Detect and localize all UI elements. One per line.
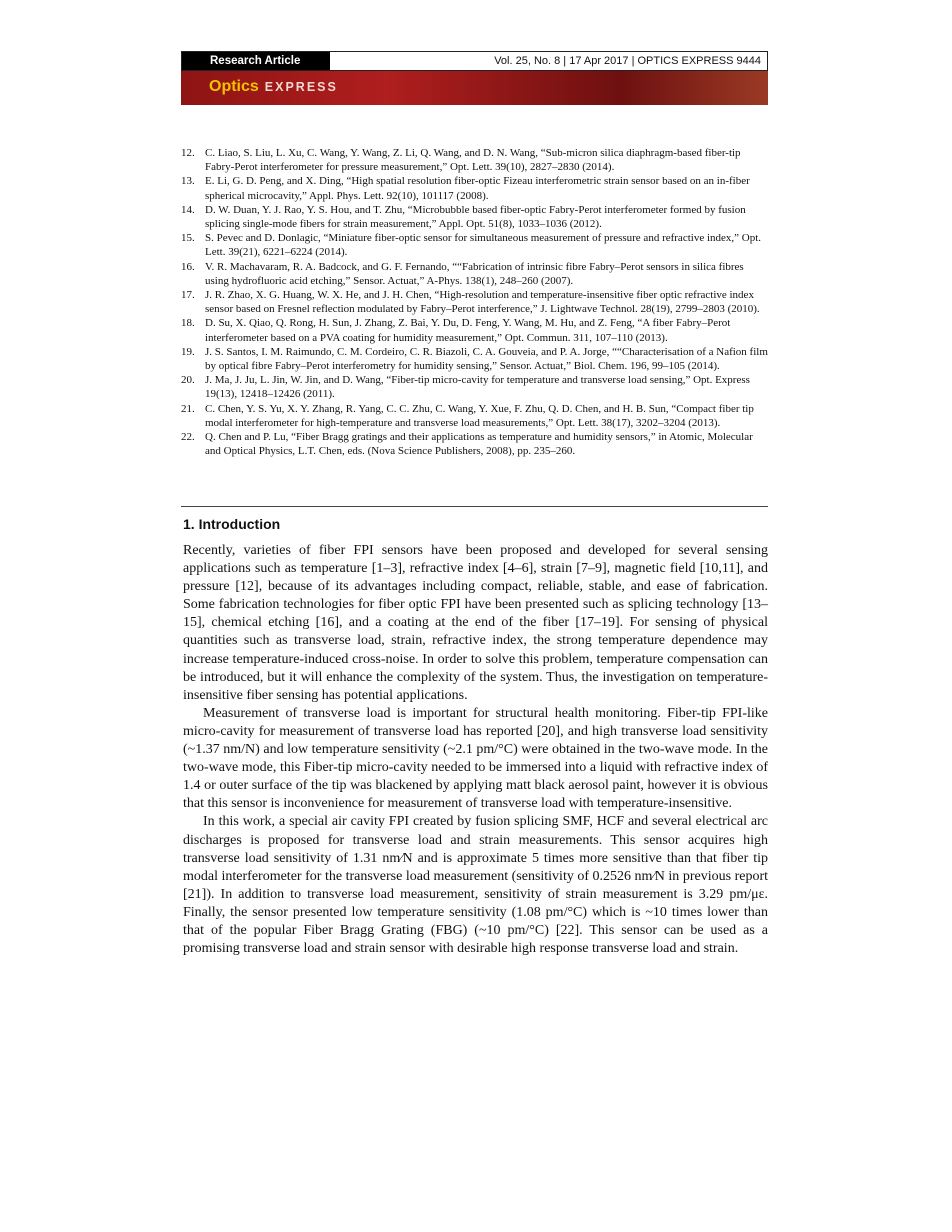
reference-number: 15.	[181, 232, 195, 245]
reference-number: 21.	[181, 402, 195, 415]
reference-item	[181, 146, 768, 174]
body-paragraph: In this work, a special air cavity FPI created by fusion splicing SMF, HCF and several electrical arc discharges is proposed for transverse load and strain measurements. This sensor acquires high transverse load sensitivity of 1.31 nm⁄N and is approximate 5 times more sensitive than that fiber tip modal interferometer for the transverse load measurement (sensitivity of 0.2526 nm⁄N in previous report [21]). In addition to transverse load measurement, sensitivity of strain measurement is 3.29 pm/με. Finally, the sensor presented low temperature sensitivity (1.08 pm/°C) which is ~10 times lower than that of the popular Fiber Bragg Grating (FBG) (~10 pm/°C) [22]. This sensor can be used as a promising transverse load and strain sensor with desirable high response transverse load and strain.	[183, 814, 768, 957]
reference-number: 12.	[181, 147, 195, 159]
journal-logo-sub: EXPRESS	[264, 80, 338, 94]
journal-logo-main: Optics	[209, 78, 259, 95]
reference-item	[181, 174, 768, 202]
journal-logo	[209, 78, 338, 96]
reference-number: 14.	[181, 203, 195, 216]
reference-item	[181, 260, 768, 288]
reference-item	[181, 373, 768, 401]
reference-text: C. Liao, S. Liu, L. Xu, C. Wang, Y. Wang, Z. Li, Q. Wang, and D. N. Wang, “Sub-micron silica diaphragm-based fiber-tip Fabry-Perot interferometer for pressure measurement,” Opt. Lett. 39(10), 2827–2830 (2014).	[205, 147, 741, 174]
reference-text: J. Ma, J. Ju, L. Jin, W. Jin, and D. Wang, “Fiber-tip micro-cavity for temperature and transverse load sensing,” Opt. Express 19(13), 12418–12426 (2011).	[205, 374, 750, 401]
reference-item	[181, 402, 768, 430]
reference-number: 22.	[181, 431, 195, 444]
reference-number: 19.	[181, 345, 195, 358]
reference-item	[181, 288, 768, 316]
section-divider	[181, 506, 768, 507]
reference-item	[181, 316, 768, 344]
section-body	[183, 542, 768, 958]
reference-item	[181, 231, 768, 259]
header-top-bar	[181, 51, 768, 71]
reference-number: 13.	[181, 175, 195, 188]
body-paragraph: Measurement of transverse load is important for structural health monitoring. Fiber-tip FPI-like micro-cavity for measurement of transverse load has reported [20], and high transverse load sensitivity (~1.37 nm/N) and low temperature sensitivity (~2.1 pm/°C) were obtained in the two-wave mode. In the two-wave mode, this Fiber-tip micro-cavity needed to be immersed into a liquid with refractive index of 1.4 or outer surface of the tip was blackened by applying matt black aerosol paint, however it is obvious that this sensor is inconvenience for measurement of transverse load with temperature-insensitive.	[183, 705, 768, 812]
body-paragraph: Recently, varieties of fiber FPI sensors have been proposed and developed for several sensing applications such as temperature [1–3], refractive index [4–6], strain [7–9], magnetic field [10,11], and pressure [12], because of its advantages including compact, reliable, stable, and ease of fabrication. Some fabrication technologies for fiber optic FPI have been presented such as splicing technology [13–15], chemical etching [16], and a coating at the end of the fiber [17–19]. For sensing of physical quantities such as transverse load, strain, refractive index, the strong temperature dependence may increase temperature-induced cross-noise. In order to solve this problem, temperature compensation can be introduced, but it will enhance the complexity of the system. Thus, the investigation on temperature-insensitive fiber sensing has potential applications.	[183, 543, 768, 703]
reference-item	[181, 345, 768, 373]
reference-item	[181, 203, 768, 231]
reference-text: D. Su, X. Qiao, Q. Rong, H. Sun, J. Zhang, Z. Bai, Y. Du, D. Feng, Y. Wang, M. Hu, and Z. Feng, “A fiber Fabry–Perot interferometer based on a PVA coating for humidity measurement,” Opt. Commun. 311, 107–110 (2013).	[205, 317, 731, 344]
reference-text: V. R. Machavaram, R. A. Badcock, and G. F. Fernando, ““Fabrication of intrinsic fibre Fabry–Perot sensors in silica fibres using hydrofluoric acid etching,” Sensor. Actuat,” A-Phys. 138(1), 248–260 (2007).	[205, 260, 744, 287]
article-type-label: Research Article	[182, 52, 330, 70]
reference-text: S. Pevec and D. Donlagic, “Miniature fiber-optic sensor for simultaneous measurement of pressure and refractive index,” Opt. Lett. 39(21), 6221–6224 (2014).	[205, 232, 762, 259]
journal-banner	[181, 71, 768, 105]
reference-list	[181, 146, 768, 458]
volume-info: Vol. 25, No. 8 | 17 Apr 2017 | OPTICS EXPRESS 9444	[494, 55, 761, 67]
reference-item	[181, 430, 768, 458]
reference-text: Q. Chen and P. Lu, “Fiber Bragg gratings and their applications as temperature and humidity sensors,” in Atomic, Molecular and Optical Physics, L.T. Chen, eds. (Nova Science Publishers, 2008), pp. 235–260.	[205, 431, 753, 458]
reference-number: 18.	[181, 317, 195, 330]
reference-number: 20.	[181, 374, 195, 387]
reference-number: 16.	[181, 260, 195, 273]
reference-number: 17.	[181, 289, 195, 302]
reference-text: J. R. Zhao, X. G. Huang, W. X. He, and J. H. Chen, “High-resolution and temperature-insensitive fiber optic refractive index sensor based on Fresnel reflection modulated by Fabry–Perot interference,” J. Lightwave Technol. 28(19), 2799–2803 (2010).	[205, 289, 760, 316]
reference-text: E. Li, G. D. Peng, and X. Ding, “High spatial resolution fiber-optic Fizeau interferometric strain sensor based on an in-fiber spherical microcavity,” Appl. Phys. Lett. 92(10), 101117 (2008).	[205, 175, 750, 202]
journal-header	[181, 51, 768, 105]
reference-text: C. Chen, Y. S. Yu, X. Y. Zhang, R. Yang, C. C. Zhu, C. Wang, Y. Xue, F. Zhu, Q. D. Chen, and H. B. Sun, “Compact fiber tip modal interferometer for high-temperature and transverse load measurements,” Opt. Lett. 38(17), 3202–3204 (2013).	[205, 402, 754, 429]
section-title: 1. Introduction	[183, 516, 281, 532]
reference-text: J. S. Santos, I. M. Raimundo, C. M. Cordeiro, C. R. Biazoli, C. A. Gouveia, and P. A. Jorge, ““Characterisation of a Nafion film by optical fibre Fabry–Perot interferometry for humidity sensing,” Sensor. Actuat,” Biol. Chem. 196, 99–105 (2014).	[205, 345, 768, 373]
reference-text: D. W. Duan, Y. J. Rao, Y. S. Hou, and T. Zhu, “Microbubble based fiber-optic Fabry-Perot interferometer formed by fusion splicing single-mode fibers for strain measurement,” Appl. Opt. 51(8), 1033–1036 (2012).	[205, 203, 746, 231]
